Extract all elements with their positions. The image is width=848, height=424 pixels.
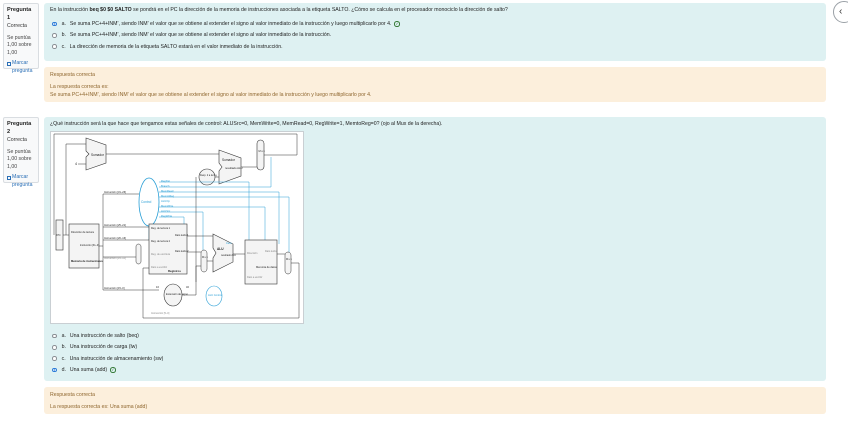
answer-list [50, 18, 820, 52]
answer-option-b[interactable] [50, 342, 820, 353]
radio-button[interactable] [52, 44, 57, 49]
answer-option-d[interactable] [50, 364, 820, 375]
radio-button[interactable] [52, 22, 57, 27]
registers-label: Registros [168, 269, 181, 274]
mux-regdst [136, 244, 141, 264]
answer-option-c[interactable] [50, 353, 820, 364]
answer-list [50, 330, 820, 375]
option-letter: a. [61, 332, 66, 339]
answer-option-c[interactable] [50, 41, 820, 52]
field-5-0: Instrucción [5–0] [151, 312, 170, 316]
question-text: ¿Qué instrucción será la que hace que tengamos estas señales de control: ALUSrc=0, MemWrite=0, MemRead=0, RegWrite=1, MemtoReg=0? (ojo al Mux de la derecha). [50, 121, 443, 127]
read-address-label: Dirección de lectura [71, 231, 94, 235]
right-answer-text: La respuesta correcta es: Una suma (add) [50, 403, 148, 410]
signal-branch: Branch [161, 185, 170, 189]
drawer-toggle-button[interactable]: ‹ [833, 1, 848, 23]
signal-regwrite: RegWrite [161, 215, 173, 219]
correct-check-icon: ✓ [395, 21, 399, 27]
option-text: Se suma PC+4+INM', siendo INM' el valor que se obtiene al extender el signo al valor inmediato de la instrucción. [69, 32, 332, 39]
mux-top-label: M u x [258, 150, 265, 154]
answer-option-a[interactable] [50, 330, 820, 341]
alu-label: ALU [217, 247, 224, 252]
option-letter: d. [61, 366, 66, 373]
signal-memwrite: MemWrite [161, 205, 174, 209]
question-2-feedback [44, 387, 826, 414]
control-label: Control [141, 200, 152, 205]
option-letter: b. [61, 32, 66, 39]
pc-label: PC [56, 233, 61, 238]
option-text: Una instrucción de almacenamiento (sw) [69, 355, 164, 362]
radio-button[interactable] [52, 368, 57, 373]
datapath-diagram [50, 131, 304, 324]
address-label: Dirección [247, 252, 258, 256]
flag-icon [7, 176, 11, 180]
read-data-1-label: Dato leído 1 [175, 234, 189, 238]
instruction-memory-label: Memoria de instrucciones [71, 260, 103, 264]
flag-icon [7, 62, 11, 66]
question-1-formulation [44, 3, 826, 61]
question-text-bold: beq $0 $0 SALTO [89, 7, 132, 13]
shift-left-2 [199, 169, 218, 185]
radio-button[interactable] [52, 334, 57, 339]
field-15-11: Instrucción [15–11] [104, 257, 126, 261]
signal-memread: MemRead [161, 190, 174, 194]
read-data-2-label: Dato leído 2 [175, 250, 189, 254]
read-reg-2-label: Reg. de lectura 2 [151, 240, 171, 244]
write-data-label: Dato a escribir [151, 266, 168, 270]
zero-label: Cero [226, 242, 232, 246]
flag-question-link[interactable] [7, 174, 35, 189]
option-letter: b. [61, 344, 66, 351]
adder-2-label: Sumador [222, 158, 235, 163]
question-grade: Se puntúa 1,00 sobre 1,00 [7, 34, 32, 56]
four-label: 4 [75, 162, 77, 167]
flag-label: Marcar pregunta [12, 60, 33, 74]
feedback-title: Respuesta correcta [50, 72, 95, 78]
field-25-21: Instrucción [25–21] [104, 224, 126, 228]
data-memory-label: Memoria de datos [256, 266, 277, 270]
field-31-26: Instrucción [31–26] [104, 191, 126, 195]
option-text: Una instrucción de carga (lw) [69, 344, 138, 351]
question-number: Pregunta 2 [7, 121, 32, 136]
flag-question-link[interactable] [7, 60, 35, 75]
question-grade: Se puntúa 1,00 sobre 1,00 [7, 148, 32, 170]
bits-32-label: 32 [186, 286, 189, 290]
option-text: Una instrucción de salto (beq) [69, 332, 139, 339]
field-20-16: Instrucción [20–16] [104, 237, 126, 241]
question-1-info [3, 3, 39, 74]
mux-top [257, 140, 264, 170]
read-reg-1-label: Reg. de lectura 1 [151, 227, 171, 231]
radio-button[interactable] [52, 33, 57, 38]
shift-left-label: Desp. 2 a la izq. [200, 174, 218, 178]
option-text: Se suma PC+4+INM', siendo INM' el valor que se obtiene al extender el signo al valor inmediato de la instrucción y luego multiplicarlo por 4. [69, 20, 392, 27]
alu-control-label: ALU Control [208, 294, 223, 298]
feedback-title: Respuesta correcta [50, 392, 95, 398]
question-state: Correcta [7, 23, 27, 30]
correct-check-icon: ✓ [111, 367, 115, 373]
question-state: Correcta [7, 137, 27, 144]
answer-option-b[interactable] [50, 30, 820, 41]
adder-result-label: resultado ALU [225, 166, 243, 171]
signal-regdst: RegDst [161, 180, 170, 184]
write-reg-label: Reg. de escritura [151, 253, 171, 257]
mux-alusrc [201, 250, 207, 272]
write-data-mem-label: Dato a escribir [247, 276, 263, 280]
option-letter: c. [61, 43, 66, 50]
question-text-pre: En la instrucción [50, 7, 90, 13]
radio-button[interactable] [52, 345, 57, 350]
question-number: Pregunta 1 [7, 7, 32, 22]
right-answer-label: La respuesta correcta es: [50, 83, 109, 90]
question-2-formulation [44, 117, 826, 381]
mux-alusrc-label: M u x [202, 256, 208, 260]
alu [213, 234, 233, 272]
sign-extend-label: Extensión de signo [166, 293, 188, 297]
question-2-info [3, 117, 39, 188]
alu-result-label: resultado ALU [221, 254, 237, 258]
mux-memtoreg [285, 252, 291, 274]
signal-memtoreg: MemtoReg [161, 195, 175, 199]
question-text [50, 7, 820, 14]
read-data-label: Dato leído [265, 250, 277, 254]
instruction-label: Instrucción [31–0] [80, 244, 99, 248]
right-answer-text: Se suma PC+4+INM', siendo INM' el valor que se obtiene al extender el signo al valor inmediato de la instrucción y luego multiplicarlo por 4. [50, 91, 372, 98]
option-letter: c. [61, 355, 66, 362]
radio-button[interactable] [52, 356, 57, 361]
answer-option-a[interactable] [50, 18, 820, 29]
signal-aluop: ALUOp [161, 200, 170, 204]
flag-label: Marcar pregunta [12, 174, 33, 188]
question-text-post: se pondrá en el PC la dirección de la memoria de instrucciones asociada a la etiqueta SALTO. ¿Cómo se calcula en el procesador monociclo la dirección de salto? [131, 7, 508, 13]
field-15-0: Instrucción [15–0] [104, 287, 125, 291]
bits-16-label: 16 [156, 286, 159, 290]
adder-1-label: Sumador [91, 153, 104, 158]
question-1-feedback [44, 67, 826, 102]
mux-memtoreg-label: M u x [286, 258, 292, 262]
option-text: La dirección de memoria de la etiqueta SALTO estará en el valor inmediato de la instrucción. [69, 43, 283, 50]
signal-alusrc: ALUSrc [161, 210, 171, 214]
option-text: Una suma (add) [69, 366, 108, 373]
option-letter: a. [61, 20, 66, 27]
